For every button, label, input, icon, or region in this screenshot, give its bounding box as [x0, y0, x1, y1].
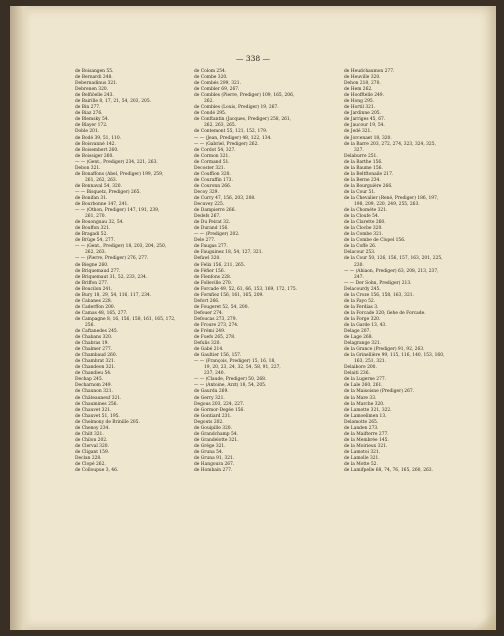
index-entry: de Gouipille 320.: [194, 425, 232, 431]
index-entry: de la Barre 203, 272, 274, 323, 324, 325,: [344, 141, 436, 147]
index-entry: de Chandeon 321.: [75, 365, 116, 371]
index-entry: de Chabras 19.: [75, 341, 109, 347]
index-entry: de Gontiard 231.: [194, 413, 232, 419]
index-entry: de Cligant 159.: [75, 449, 110, 455]
index-entry: de Grandelotte 321.: [194, 437, 239, 443]
index-entry: Delaibore 200.: [344, 365, 377, 371]
index-entry: de Chaumines 256.: [75, 401, 118, 407]
index-entry: de Chalmer 277.: [75, 347, 113, 353]
index-entry: de la Combe de Clopel 156.: [344, 238, 406, 244]
index-entry: de Landen 273.: [344, 425, 379, 431]
index-entry: de Boissiger 260.: [75, 153, 114, 159]
index-entry: de Gaultier 156, 157.: [194, 353, 242, 359]
index-entry: de Bourbonne 147, 241.: [75, 202, 129, 208]
index-entry: de Hangoura 267.: [194, 462, 235, 468]
index-entry: de Caftanedes 245.: [75, 329, 119, 335]
index-entry: de Hem 262.: [344, 87, 373, 93]
index-entry: de la Barthe 156.: [344, 159, 383, 165]
index-entry: de Chaunon 321.: [75, 389, 113, 395]
index-entry: de Fornfiez 156, 161, 165, 209.: [194, 292, 264, 298]
index-entry: de Jedé 321.: [344, 129, 372, 135]
document-page: [10, 6, 496, 630]
index-entry: de Bin 277.: [75, 105, 101, 111]
index-entry: Delaiti 236.: [344, 371, 370, 377]
index-entry: de Chandieu 54.: [75, 371, 112, 377]
index-entry: de Biaz 276.: [75, 111, 103, 117]
index-entry: Defoucas 273, 279.: [194, 316, 237, 322]
index-column-3: [344, 69, 466, 474]
index-entry: de Chauvet 321.: [75, 407, 112, 413]
index-entry: de Curry 47, 156, 203, 208.: [194, 195, 256, 201]
index-entry: de Bonaffons (Abel, Prediger) 199, 259,: [75, 171, 164, 177]
index-entry: de la Motte 52.: [344, 462, 378, 468]
index-entry: Dechap 245.: [75, 377, 104, 383]
index-entry: 230.: [354, 262, 364, 268]
index-entry: de Colom 254.: [194, 69, 227, 74]
index-entry: de Fougeret 52, 54, 200.: [194, 304, 249, 310]
index-entry: de Campagne 8, 16, 156, 158, 161, 165, 172,: [75, 316, 176, 322]
index-entry: de la Cour 50, 126, 156, 157, 163, 201, 225,: [344, 256, 443, 262]
index-entry: de Brüge 54, 277.: [75, 238, 115, 244]
index-entry: Decharnom 249.: [75, 383, 112, 389]
index-entry: de Bragadi 52.: [75, 232, 108, 238]
index-entry: de Frémi 249.: [194, 329, 226, 335]
index-entry: de Briffon 277.: [75, 280, 109, 286]
index-entry: — — (Pierre, Prediger) 276, 277.: [75, 256, 149, 262]
index-entry: de la Cour 51.: [344, 189, 376, 195]
book-gutter: [10, 6, 32, 630]
index-entry: de Cormand 51.: [194, 159, 230, 165]
index-entry: 261, 262, 263.: [85, 177, 118, 183]
index-entry: Delacour 253.: [344, 250, 376, 256]
index-entry: de Forcade 49, 52, 61, 66, 153, 169, 172, 175.: [194, 286, 298, 292]
index-entry: de Bonnaval 54, 320.: [75, 183, 122, 189]
index-entry: de Caderffon 200.: [75, 304, 116, 310]
index-entry: de Jorcenaet 18, 320.: [344, 135, 392, 141]
index-entry: de Chilt 321.: [75, 431, 104, 437]
index-entry: de la Fayo 52.: [344, 298, 376, 304]
index-entry: de Briquemaut 31, 52, 233, 234.: [75, 274, 148, 280]
index-entry: de Combles (Pierre, Prediger) 109, 165, 206,: [194, 93, 295, 99]
index-entry: de Combler 69, 267.: [194, 87, 240, 93]
index-entry: — — (Prediger) 202.: [194, 232, 240, 238]
page-corner: [456, 610, 496, 630]
index-entry: Decoster 321.: [194, 165, 226, 171]
index-column-2: [194, 69, 316, 474]
index-entry: de Conftantin (Jacques, Prediger) 258, 261,: [194, 117, 292, 123]
index-entry: de Bodé 39, 51, 110.: [75, 135, 122, 141]
index-entry: de Fuefs 265, 278.: [194, 335, 236, 341]
index-entry: de Condé 295.: [194, 111, 227, 117]
index-entry: de Gormor-Degée 156.: [194, 407, 245, 413]
index-entry: — — (Othon, Prediger) 147, 191, 239,: [75, 208, 160, 214]
index-entry: de Chelmony de Brinille 205.: [75, 419, 140, 425]
index-entry: 247.: [354, 274, 364, 280]
index-entry: de Folleville 270.: [194, 280, 233, 286]
index-entry: de Couronn 266.: [194, 183, 232, 189]
index-entry: de Cabanes 228.: [75, 298, 113, 304]
index-entry: de Bouonguau 32, 54.: [75, 220, 124, 226]
index-entry: de la Croze 156, 158, 163, 321.: [344, 292, 414, 298]
index-entry: de Gerry 321.: [194, 395, 225, 401]
index-entry: de Faugas 277.: [194, 244, 228, 250]
index-entry: de Combe 320.: [194, 75, 228, 81]
index-entry: de Jardinne 205.: [344, 111, 381, 117]
index-entry: de Colloupue 3, 46.: [75, 468, 119, 474]
index-entry: — — (Gent., Prediger) 234, 221, 263.: [75, 159, 158, 165]
index-entry: de la Cloufe 54.: [344, 214, 380, 220]
index-entry: — — (Gent., Prediger) 18, 203, 204, 250,: [75, 244, 167, 250]
index-entry: Dedefs 267.: [194, 214, 221, 220]
page-number: — 338 —: [235, 54, 271, 63]
index-entry: de Lamifpelle 68, 74, 76, 165, 260, 263.: [344, 468, 433, 474]
index-entry: Debon 321.: [75, 165, 101, 171]
index-entry: de la Bourguière 266.: [344, 183, 393, 189]
index-entry: de la Grinellière 99, 115, 116, 140, 153, 160,: [344, 353, 445, 359]
index-entry: 256.: [85, 322, 95, 328]
index-entry: de Lage 268.: [344, 335, 373, 341]
index-entry: de Froure 273, 274.: [194, 322, 239, 328]
index-entry: Delage 207.: [344, 329, 371, 335]
index-entry: de Cordot 54, 327.: [194, 147, 236, 153]
index-entry: de la Clarette 260.: [344, 220, 386, 226]
index-entry: Delagrange 321.: [344, 341, 382, 347]
index-entry: de Lamotte 321, 322.: [344, 407, 392, 413]
index-entry: de Couffion 320.: [194, 171, 231, 177]
index-entry: de Gruna 54.: [194, 449, 224, 455]
index-entry: de Heuville 320.: [344, 75, 381, 81]
index-entry: — — Bisquetz, Prediger) 265.: [75, 189, 141, 195]
index-entry: Delamotte 265.: [344, 419, 379, 425]
index-entry: 198, 209, 220, 249, 255, 263.: [354, 202, 420, 208]
index-entry: de la Clocbe 320.: [344, 226, 383, 232]
index-entry: Delacourdy 245.: [344, 286, 381, 292]
index-entry: de Clerval 320.: [75, 443, 109, 449]
index-entry: 19, 20, 23, 24, 32, 54, 58, 91, 227,: [204, 365, 281, 371]
index-entry: de Durand 156.: [194, 226, 229, 232]
index-entry: de Lamoelimen 13.: [344, 413, 387, 419]
index-entry: de Belfiöelle 243.: [75, 93, 114, 99]
index-entry: de Boisangen 55.: [75, 69, 114, 74]
index-entry: de Fauguinez 18, 54, 127, 321.: [194, 250, 263, 256]
index-entry: de Chenoy 234.: [75, 425, 110, 431]
index-entry: — — (Gabriel, Prediger) 262.: [194, 141, 259, 147]
index-entry: de Chabans 320.: [75, 335, 113, 341]
index-entry: de Clopé 262.: [75, 462, 106, 468]
index-entry: Decoy 329.: [194, 189, 219, 195]
index-entry: de Briquemaud 277.: [75, 268, 121, 274]
index-entry: — — (Claude, Prediger) 50, 268.: [194, 377, 267, 383]
index-entry: de la Grance (Prediger) 91, 92, 263.: [344, 347, 425, 353]
index-entry: 327.: [354, 147, 364, 153]
index-entry: de Hoofftelle 249.: [344, 93, 384, 99]
index-entry: 261, 270.: [85, 214, 106, 220]
index-entry: de Combles (Louis, Prediger) 19, 267.: [194, 105, 279, 111]
index-entry: Declan 228.: [75, 456, 102, 461]
index-entry: Defawl 320.: [194, 256, 221, 262]
index-entry: de la Coffe 26.: [344, 244, 377, 250]
index-entry: de Châteauneuf 321.: [75, 395, 122, 401]
index-entry: de Combés 299, 321.: [194, 81, 241, 87]
index-entry: de Bonifan 31.: [75, 195, 108, 201]
index-entry: de Lamolle 321.: [344, 456, 380, 461]
index-entry: de Du Peirat 32.: [194, 220, 231, 226]
index-entry: Dehon 218, 270.: [344, 81, 381, 87]
index-entry: de la Maifterre 277.: [344, 431, 389, 437]
index-entry: de Chambrat 321.: [75, 359, 116, 365]
index-entry: de Hong 295.: [344, 99, 375, 105]
index-entry: de Jaucour 19, 54.: [344, 123, 385, 129]
index-entry: de la Marche 320.: [344, 401, 385, 407]
index-entry: de la Berne 234.: [344, 177, 381, 183]
index-entry: de Biegne 260.: [75, 262, 109, 268]
index-entry: Decuvey 225.: [194, 202, 225, 208]
index-entry: de la Garde 13, 43.: [344, 322, 387, 328]
index-entry: Degous 203, 224, 227.: [194, 401, 245, 407]
index-entry: Doble 201.: [75, 129, 100, 135]
index-entry: de Boisembert 260.: [75, 147, 119, 153]
index-entry: de Couraffin 173.: [194, 177, 233, 183]
index-entry: de la Ferdias 3.: [344, 304, 379, 310]
index-entry: 262.: [204, 99, 214, 105]
index-entry: de Chilon 202.: [75, 437, 108, 443]
index-entry: de Dampierre 266.: [194, 208, 236, 214]
index-entry: de Grandchamp 54.: [194, 431, 238, 437]
index-entry: — — Der Sohn, Prediger) 213.: [344, 280, 412, 286]
index-entry: Debrenen 320.: [75, 87, 109, 93]
index-entry: Delaburre 251.: [344, 153, 378, 159]
index-entry: de la Chevalier (René, Prediger) 186, 197,: [344, 195, 439, 201]
index-entry: de la Baume 156.: [344, 165, 383, 171]
index-entry: de Bouffon 321.: [75, 226, 111, 232]
index-entry: Defort 266.: [194, 298, 220, 304]
index-entry: de la Forge 320.: [344, 316, 381, 322]
index-entry: 262, 263.: [85, 250, 106, 256]
index-entry: — — (Abiaon, Prediger) 63, 208, 213, 237,: [344, 268, 439, 274]
index-entry: — — (Jean, Prediger) 48, 122, 134.: [194, 135, 272, 141]
index-entry: de la Moirieux 321.: [344, 443, 388, 449]
index-entry: de Flenfons 228.: [194, 274, 232, 280]
index-entry: de Felix 156, 211, 265.: [194, 262, 246, 268]
index-entry: de Hombain 277.: [194, 468, 233, 474]
index-entry: 262, 263, 265.: [204, 123, 237, 129]
index-entry: de la Chométe 321.: [344, 208, 388, 214]
index-entry: de Gaurdu 269.: [194, 389, 229, 395]
index-entry: — — (Antoine, Arzt) 18, 54, 205.: [194, 383, 267, 389]
index-entry: de la Membrée 145.: [344, 437, 389, 443]
index-entry: de Gruna 91, 321.: [194, 456, 235, 461]
index-entry: de la Forcade 320; ſiehe de Forcade.: [344, 310, 426, 316]
index-entry: de Féfier 156.: [194, 268, 226, 274]
index-entry: de Blemsky 54.: [75, 117, 109, 123]
index-entry: de Lale 260, 261.: [344, 383, 383, 389]
index-entry: Defulis 320.: [194, 341, 221, 347]
index-entry: 237, 240.: [204, 371, 225, 377]
index-entry: Debernadinus 321.: [75, 81, 118, 87]
index-entry: de Contemont 55, 121, 152, 179.: [194, 129, 268, 135]
index-entry: de Chauvet 51, 195.: [75, 413, 120, 419]
index-entry: 163, 251, 321.: [354, 359, 387, 365]
index-entry: de la Maisoisne (Prediger) 267.: [344, 389, 415, 395]
index-entry: de Bury 18, 29, 54, 116, 117, 234.: [75, 292, 152, 298]
index-entry: de Blayer 172.: [75, 123, 108, 129]
index-entry: de Cormon 321.: [194, 153, 230, 159]
index-entry: de la Mare 33.: [344, 395, 377, 401]
index-entry: de Bairille 8, 17, 21, 54, 203, 205.: [75, 99, 152, 105]
index-entry: de Gabé 214.: [194, 347, 224, 353]
index-entry: de Boucilon 241.: [75, 286, 113, 292]
index-entry: de Heudchaumon 277.: [344, 69, 395, 74]
index-entry: de Boisvanné 142.: [75, 141, 116, 147]
index-entry: de Bernardi 248.: [75, 75, 113, 81]
index-entry: Defouer 274.: [194, 310, 224, 316]
index-column-1: [75, 69, 197, 474]
index-entry: de la Lugerne 277.: [344, 377, 387, 383]
index-entry: de Grége 321.: [194, 443, 226, 449]
index-entry: Degouts 202.: [194, 419, 224, 425]
index-entry: Dele 277.: [194, 238, 216, 244]
index-entry: de la Combe 321.: [344, 232, 383, 238]
index-entry: de Camas 48, 165, 277.: [75, 310, 128, 316]
index-entry: — — (François, Prediger) 15, 16, 18,: [194, 359, 276, 365]
index-entry: de Hortil 321.: [344, 105, 376, 111]
index-entry: de Jarriges 45, 67.: [344, 117, 386, 123]
index-entry: de la Beltftonaile 217.: [344, 171, 394, 177]
index-entry: de Chambaud 260.: [75, 353, 118, 359]
index-entry: de Lamotoi 321.: [344, 449, 381, 455]
